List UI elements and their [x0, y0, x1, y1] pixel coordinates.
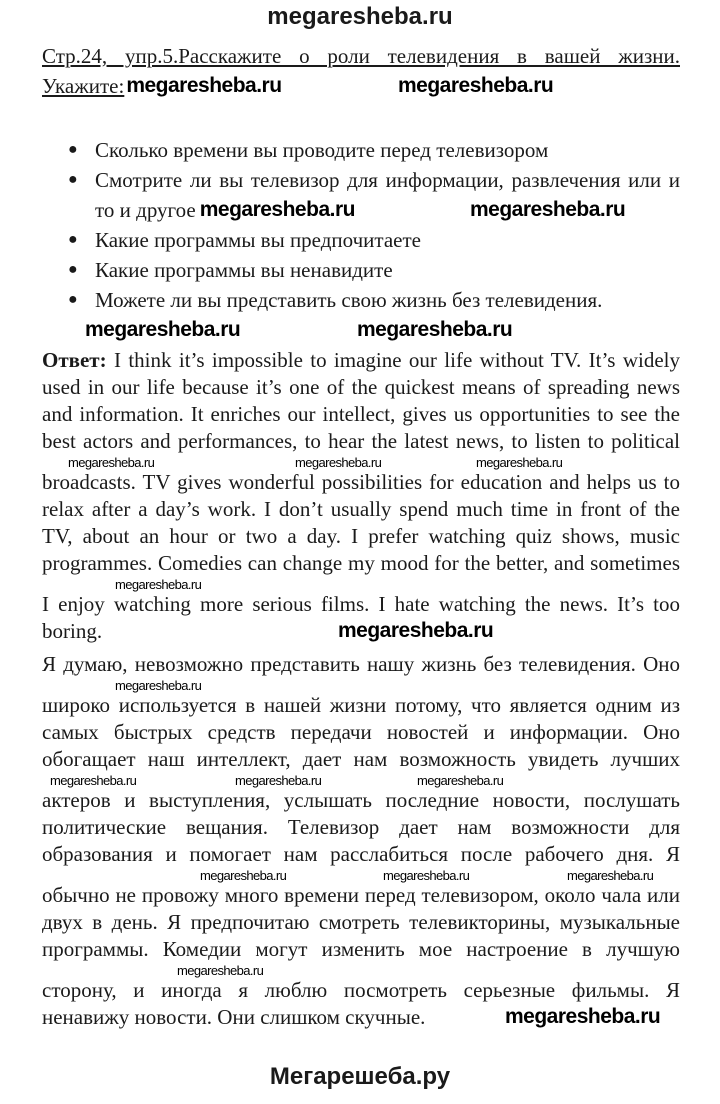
answer-line: I enjoy watching more serious films. I hate watching the news. It’s too: [42, 592, 680, 616]
answer-line: programmes. Comedies can change my mood for the better, and sometimes: [42, 551, 680, 575]
watermark: megaresheba.ru: [199, 198, 355, 221]
watermark-small: megaresheba.ru: [50, 773, 137, 788]
bullet-row-continued: [42, 198, 680, 228]
bullet-row: [42, 168, 680, 198]
translation-line: двух в день. Я предпочитаю смотреть телевикторины, музыкальные: [42, 910, 680, 934]
answer-line: and information. It enriches our intellect, gives us opportunities to see the: [42, 402, 680, 426]
answer-line-row: [42, 592, 680, 619]
translation-line: самых быстрых средств передачи новостей и информации. Оно: [42, 720, 680, 744]
task-line-1: Стр.24, упр.5.Расскажите о роли телевидения в вашей жизни.: [42, 44, 680, 68]
document-body: [42, 44, 680, 1032]
translation-line-row: [42, 937, 680, 964]
task-line-2-row: [42, 74, 680, 138]
watermark: megaresheba.ru: [357, 318, 513, 341]
translation-line-row: [42, 815, 680, 842]
watermark-row: [42, 318, 680, 348]
bullet-row: [42, 138, 680, 168]
translation-line-row: [42, 720, 680, 747]
bullet-row: [42, 288, 680, 318]
bullet-item-continued: то и другое: [95, 198, 196, 222]
answer-line-row: [42, 429, 680, 456]
translation-line-row: [42, 652, 680, 679]
translation-line-row: [42, 693, 680, 720]
site-title: megaresheba.ru: [267, 3, 453, 30]
bullet-row: [42, 228, 680, 258]
watermark-small: megaresheba.ru: [115, 577, 202, 592]
translation-line-row: [42, 842, 680, 869]
translation-line: ненавижу новости. Они слишком скучные.: [42, 1005, 426, 1029]
watermark: megaresheba.ru: [505, 1005, 661, 1028]
watermark-small: megaresheba.ru: [68, 455, 155, 470]
answer-line-row: [42, 470, 680, 497]
translation-line: обогащает наш интеллект, дает нам возможность увидеть лучших: [42, 747, 680, 771]
watermark-small-row: [42, 869, 680, 883]
translation-line-row: [42, 883, 680, 910]
watermark-small: megaresheba.ru: [383, 868, 470, 883]
watermark-small: megaresheba.ru: [417, 773, 504, 788]
translation-line-row: [42, 978, 680, 1005]
translation-line: программы. Комедии могут изменить мое настроение в лучшую: [42, 937, 680, 961]
answer-line-row: [42, 551, 680, 578]
watermark-small: megaresheba.ru: [567, 868, 654, 883]
watermark: megaresheba.ru: [85, 318, 241, 341]
watermark-small-row: [42, 456, 680, 470]
task-line-2: Укажите:: [42, 74, 125, 98]
bullet-icon: ●: [68, 291, 78, 308]
watermark: megaresheba.ru: [470, 198, 626, 221]
watermark-small-row: [42, 679, 680, 693]
watermark: megaresheba.ru: [338, 619, 494, 642]
bullet-icon: ●: [68, 171, 78, 188]
answer-line-row: [42, 375, 680, 402]
answer-line: [42, 348, 680, 375]
bullet-icon: ●: [68, 141, 78, 158]
watermark-small-row: [42, 774, 680, 788]
watermark-small-row: [42, 964, 680, 978]
answer-line: boring.: [42, 619, 103, 643]
answer-line: used in our life because it’s one of the quickest means of spreading news: [42, 375, 680, 399]
watermark-small: megaresheba.ru: [476, 455, 563, 470]
task-line-1-row: [42, 44, 680, 74]
watermark-small: megaresheba.ru: [295, 455, 382, 470]
watermark-small: megaresheba.ru: [200, 868, 287, 883]
bullet-icon: ●: [68, 231, 78, 248]
translation-line-row: [42, 788, 680, 815]
watermark: megaresheba.ru: [126, 74, 282, 97]
bullet-item: Можете ли вы представить свою жизнь без телевидения.: [95, 288, 603, 312]
watermark: megaresheba.ru: [398, 74, 554, 97]
translation-line: широко используется в нашей жизни потому, что является одним из: [42, 693, 680, 717]
answer-line: TV, about an hour or two a day. I prefer watching quiz shows, music: [42, 524, 680, 548]
answer-label: Ответ:: [42, 348, 107, 372]
bullet-item: Смотрите ли вы телевизор для информации, развлечения или и: [95, 168, 680, 192]
answer-line-row: [42, 524, 680, 551]
bullet-row: [42, 258, 680, 288]
translation-line: сторону, и иногда я люблю посмотреть серьезные фильмы. Я: [42, 978, 680, 1002]
translation-line-row: [42, 747, 680, 774]
translation-line: Я думаю, невозможно представить нашу жизнь без телевидения. Оно: [42, 652, 680, 676]
answer-line-row: [42, 497, 680, 524]
answer-line-row: [42, 619, 680, 646]
translation-line: образования и помогает нам расслабиться после рабочего дня. Я: [42, 842, 680, 866]
watermark-small: megaresheba.ru: [177, 963, 264, 978]
answer-line: broadcasts. TV gives wonderful possibilities for education and helps us to: [42, 470, 680, 494]
translation-line: обычно не провожу много времени перед телевизором, около чала или: [42, 883, 680, 907]
translation-line: актеров и выступления, услышать последние новости, послушать: [42, 788, 680, 812]
translation-line-row: [42, 910, 680, 937]
watermark-small: megaresheba.ru: [235, 773, 322, 788]
footer-title: Мегарешеба.ру: [269, 1063, 451, 1090]
watermark-small: megaresheba.ru: [115, 678, 202, 693]
watermark-small-row: [42, 578, 680, 592]
answer-first-line: [42, 348, 680, 372]
answer-line-row: [42, 402, 680, 429]
bullet-icon: ●: [68, 261, 78, 278]
answer-line: relax after a day’s work. I don’t usually spend much time in front of the: [42, 497, 680, 521]
bullet-item: Какие программы вы ненавидите: [95, 258, 393, 282]
translation-line: политические вещания. Телевизор дает нам возможности для: [42, 815, 680, 839]
bullet-item: Какие программы вы предпочитаете: [95, 228, 421, 252]
answer-text: I think it’s impossible to imagine our life without TV. It’s widely: [113, 348, 680, 372]
bullet-item: Сколько времени вы проводите перед телевизором: [95, 138, 549, 162]
translation-line-row: [42, 1005, 680, 1032]
answer-line: best actors and performances, to hear the latest news, to listen to political: [42, 429, 680, 453]
